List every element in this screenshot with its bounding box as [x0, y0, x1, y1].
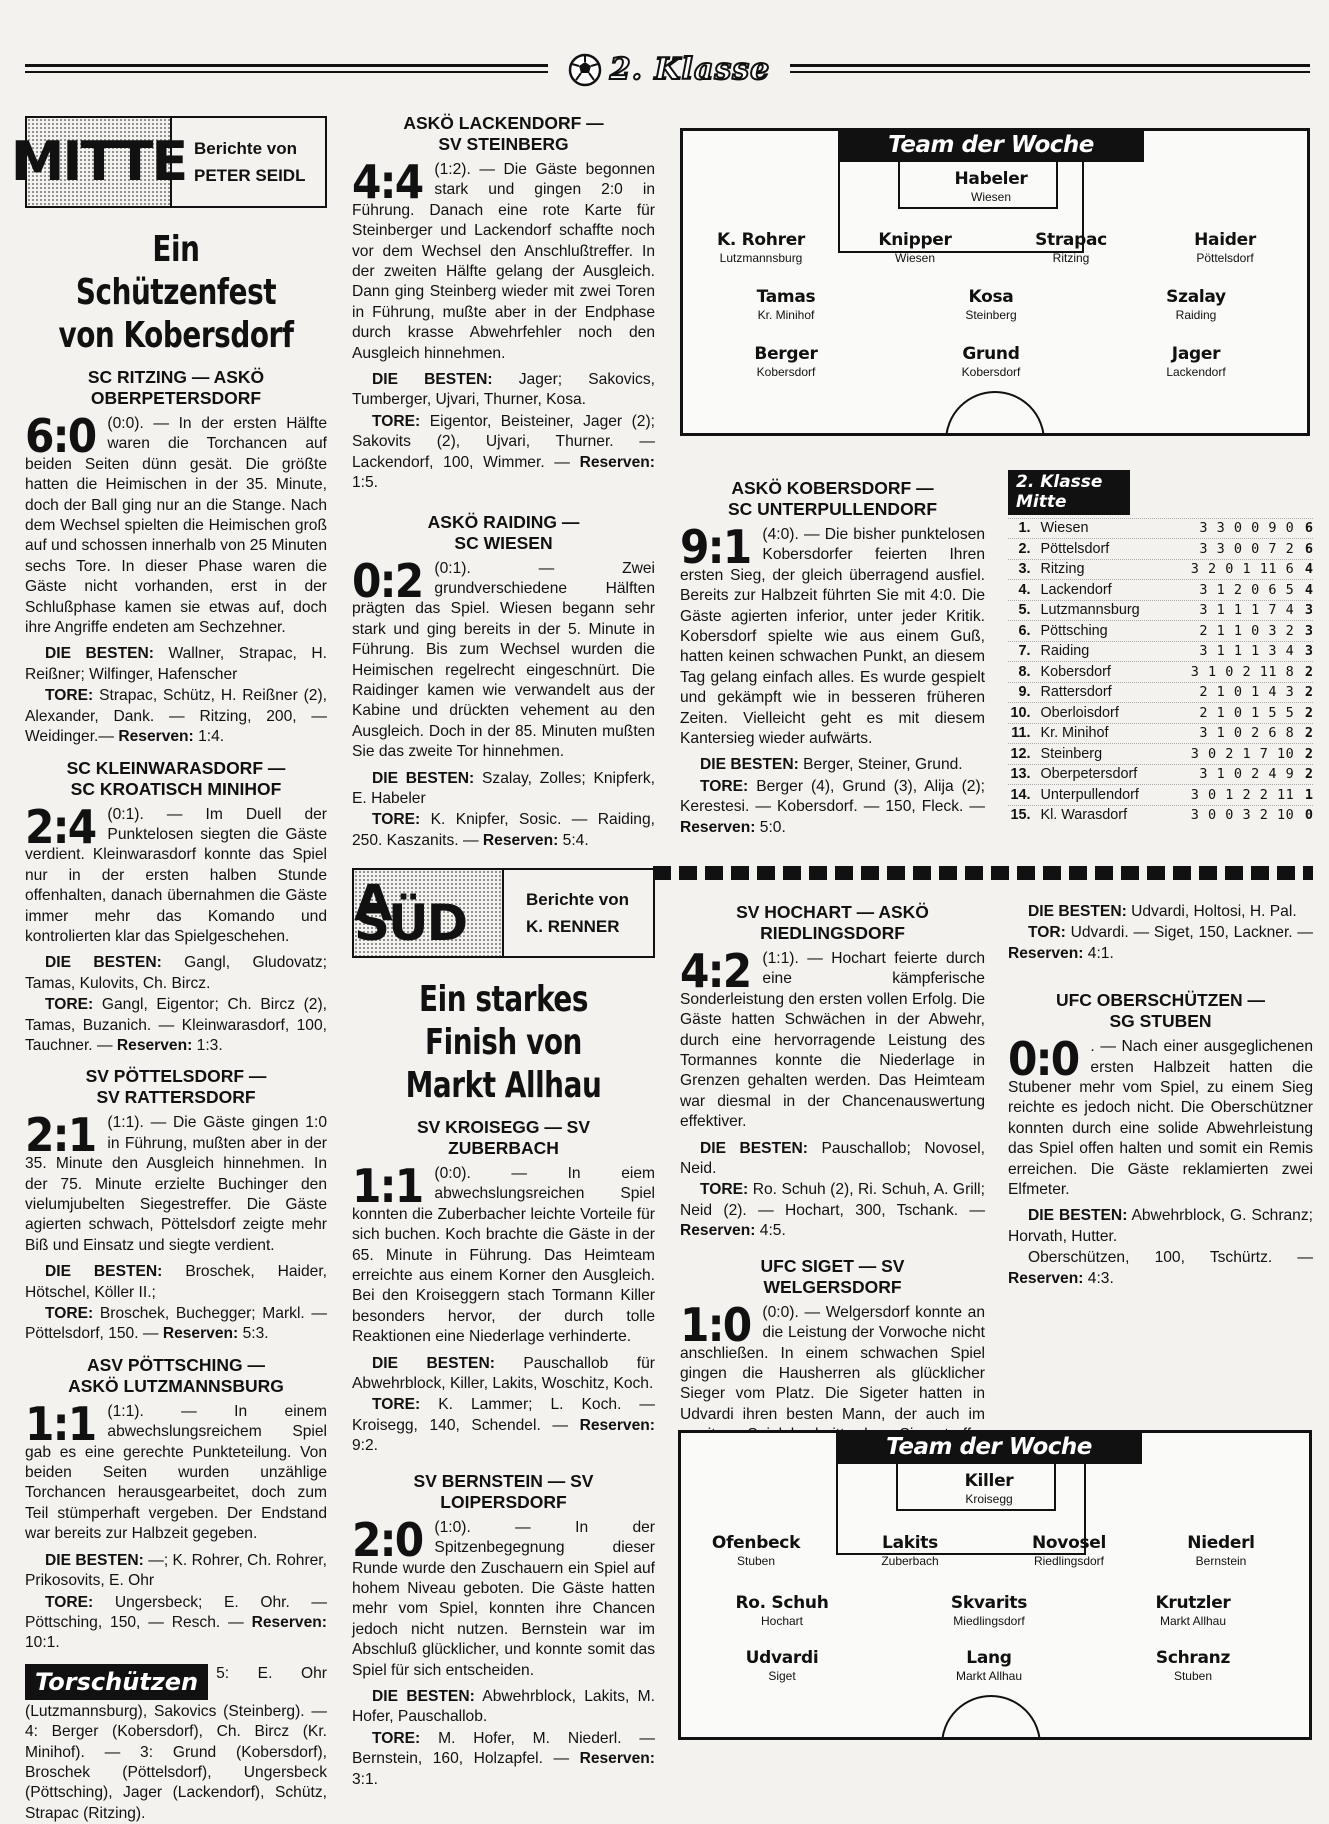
player-club: Miedlingsdorf [953, 1614, 1025, 1628]
best-label: DIE BESTEN: [45, 1263, 163, 1281]
goals-text: Oberschützen, 100, Tschürtz. — [1028, 1249, 1313, 1267]
standings-rank: 10. [1010, 704, 1031, 721]
standings-stats: 3 1 2 0 6 5 [1199, 581, 1295, 598]
match-text: (1:2). — Die Gäste begonnen stark und gingen 2:0 in Führung. Danach eine rote Karte für Steinberger und Lackendorf schaffte noch vor dem Wechsel den Anschlußtreffer. In der zweiten Hälfte gelang der Ausgleich. Dann ging Steinberg wieder mit zwei Toren in Führung, mußte aber in der Endphase durch krasse Abwehrfehler noch den Ausgleich hinnehmen. [352, 161, 655, 362]
match-text: (0:0). — Welgersdorf konnte an die Leistung der Vorwoche nicht anschließen. In einem schwachen Spiel gingen die Hausherren als glücklicher Sieger vom Platz. Die Sigeter hatten in Udvardi ihren besten Mann, der auch im [680, 1303, 985, 1423]
player-name: Knipper [878, 230, 952, 250]
standings-team: Oberloisdorf [1040, 704, 1119, 721]
player-club: Steinberg [965, 308, 1017, 322]
best-players: Abwehrblock, G. Schranz; Horvath, Hutter. [1008, 1207, 1313, 1245]
standings-points: 1 [1304, 786, 1313, 803]
player-club: Bernstein [1195, 1554, 1247, 1568]
goals-label: TORE: [372, 1396, 421, 1414]
player-club: Pöttelsdorf [1196, 251, 1254, 265]
reserves-label: Reserven: [579, 1416, 655, 1434]
best-label: DIE BESTEN: [45, 645, 154, 663]
goal-label: TOR: [1028, 924, 1066, 942]
best-label: DIE BESTEN: [700, 1139, 808, 1157]
reserves-score: 1:4. [198, 728, 225, 746]
player-name: K. Rohrer [716, 230, 806, 250]
player-slot [951, 1593, 1027, 1628]
best-label: DIE BESTEN: [372, 769, 475, 787]
standings-points: 2 [1304, 725, 1313, 742]
column-2-lower [352, 868, 655, 1791]
goals-label: TORE: [45, 996, 94, 1014]
standings-stats: 3 3 0 0 9 0 [1199, 520, 1295, 537]
scorers-label: Torschützen [25, 1664, 208, 1700]
player-slot [878, 230, 951, 265]
player-slot [717, 230, 805, 265]
standings-stats: 3 3 0 0 7 2 [1199, 540, 1295, 557]
reserves-score: 3:1. [352, 1770, 379, 1788]
match-text: (1:0). — In der Spitzenbegegnung dieser Runde wurde den Zuschauern ein Spiel auf hohem Niveau geboten. Die Gäste hatten mehr vom Spiel, konnten ihre Chancen jedoch nicht nutzen. Bernstein war im Abschluß glücklicher, und konnte somit das Spiel für sich entscheiden. [352, 1518, 655, 1679]
match-teams: SV KROISEGG — SV ZUBERBACH [416, 1117, 591, 1158]
standings-stats: 2 1 0 1 4 3 [1199, 684, 1295, 701]
match-teams: SC KLEINWARASDORF — SC KROATISCH MINIHOF [66, 757, 286, 799]
standings-stats: 3 0 1 2 2 11 [1190, 786, 1295, 803]
best-players: Jager; Sakovics, Tumberger, Ujvari, Thurner, Kosa. [352, 371, 655, 409]
standings-row [1008, 538, 1313, 559]
standings-rank: 9. [1018, 684, 1031, 701]
standings-team: Pöttsching [1040, 622, 1108, 639]
best-label: DIE BESTEN: [1028, 903, 1127, 920]
standings-team: Kr. Minihof [1040, 725, 1109, 742]
match-score: 4:4 [352, 155, 423, 209]
standings-team: Kobersdorf [1040, 663, 1111, 680]
player-slot [712, 1533, 800, 1568]
section-byline [504, 870, 653, 956]
match-report [25, 1355, 327, 1654]
best-label: DIE BESTEN: [372, 1687, 475, 1705]
center-circle [941, 1695, 1041, 1795]
standings-rank: 11. [1011, 725, 1031, 742]
reserves-score: 9:2. [352, 1437, 379, 1455]
player-name: Jager [1171, 344, 1221, 364]
reserves-score: 4:1. [1087, 944, 1114, 962]
standings-row [1008, 518, 1313, 539]
column-2-upper [352, 113, 655, 852]
standings-rank: 7. [1018, 643, 1031, 660]
standings-points: 2 [1304, 704, 1313, 721]
goals-text: Gangl, Eigentor; Ch. Bircz (2), Tamas, Buzanich. — Kleinwarasdorf, 100, Tauchner. — [25, 996, 327, 1054]
player-name: Szalay [1166, 287, 1226, 307]
byline-author: PETER SEIDL [194, 166, 306, 185]
reserves-score: 5:0. [759, 818, 786, 836]
match-teams: ASKÖ RAIDING — SC WIESEN [427, 511, 580, 553]
best-players: —; K. Rohrer, Ch. Rohrer, Prikosovits, E. Ohr [25, 1551, 327, 1590]
standings-team: Pöttelsdorf [1040, 540, 1110, 557]
match-score: 0:0 [1008, 1032, 1079, 1087]
standings-row [1008, 620, 1313, 641]
best-players: Abwehrblock, Lakits, M. Hofer, Pauschallob. [352, 1687, 655, 1726]
player-name: Berger [754, 344, 818, 364]
standings-team: Rattersdorf [1040, 684, 1112, 701]
player-slot [954, 169, 1027, 204]
standings-points: 3 [1304, 643, 1313, 660]
standings-row [1008, 805, 1313, 826]
goals-text: Broschek, Buchegger; Markl. — Pöttelsdorf, 150. — [25, 1305, 327, 1343]
standings-team: Kl. Warasdorf [1040, 807, 1128, 824]
standings-points: 4 [1304, 581, 1313, 598]
standings-rank: 6. [1018, 622, 1031, 639]
team-of-week-mitte [680, 128, 1310, 436]
standings-points: 2 [1304, 684, 1313, 701]
match-text: (0:0). — In der ersten Hälfte waren die Torchancen auf beiden Seiten dünn gesät. Die größte hatten die Heimischen in der 35. Minute, doch der Ball ging nur an die Stange. Nach dem Wechsel spielten die Heimischen groß auf und schossen innerhalb von 25 Minuten sechs Tore. In dieser Phase waren die Gäste nicht vorhanden, erst in der Schlußphase kamen sie etwas auf, doch ihre Angriffe endeten am Sechzehner. [25, 415, 327, 637]
goals-text: Eigentor, Beisteiner, Jager (2); Sakovits (2), Ujvari, Thurner. — Lackendorf, 100, Wimmer. — [352, 412, 655, 471]
standings-row [1008, 682, 1313, 703]
standings-points: 2 [1304, 663, 1313, 680]
player-name: Schranz [1155, 1648, 1231, 1668]
byline-author: K. RENNER [526, 917, 620, 936]
match-score: 9:1 [680, 520, 751, 574]
player-club: Hochart [760, 1614, 804, 1628]
standings-team: Lutzmannsburg [1040, 602, 1140, 619]
standings-team: Unterpullendorf [1040, 786, 1139, 803]
standings-row [1008, 661, 1313, 682]
player-club: Kr. Minihof [757, 308, 815, 322]
player-slot [962, 344, 1021, 379]
player-club: Raiding [1175, 308, 1217, 322]
best-players: Wallner, Strapac, H. Reißner; Wilfinger, Hafenscher [25, 645, 327, 683]
standings-stats: 3 0 0 3 2 10 [1190, 807, 1295, 824]
match-score: 1:1 [25, 1396, 96, 1451]
standings-stats: 2 1 1 0 3 2 [1199, 622, 1295, 639]
match-score: 2:0 [352, 1512, 423, 1567]
standings-stats: 3 1 0 2 4 9 [1199, 766, 1295, 783]
match-text: (0:1). — Im Duell der Punktelosen siegten die Gäste verdient. Kleinwarasdorf konnte das Spiel nur in der ersten halben Stunde offenhalten, danach übernahmen die Gäste immer mehr das Komando und kontrolierten klar das Spielgeschehen. [25, 805, 327, 945]
standings-points: 4 [1304, 561, 1313, 578]
reserves-score: 4:3. [1087, 1269, 1114, 1287]
match-score: 4:2 [680, 944, 751, 998]
player-name: Haider [1194, 230, 1256, 250]
best-players: Udvardi, Holtosi, H. Pal. [1131, 903, 1297, 920]
match-score: 6:0 [25, 409, 96, 463]
reserves-label: Reserven: [116, 1036, 193, 1054]
reserves-score: 10:1. [25, 1634, 60, 1652]
match-score: 1:1 [352, 1159, 423, 1213]
standings-row [1008, 743, 1313, 764]
match-teams: UFC OBERSCHÜTZEN — SG STUBEN [1055, 990, 1266, 1032]
player-name: Udvardi [745, 1648, 819, 1668]
standings-rank: 12. [1010, 745, 1031, 762]
goals-label: TORE: [372, 1729, 421, 1747]
standings-rank: 3. [1018, 561, 1031, 578]
team-banner: Team der Woche [838, 128, 1144, 162]
reserves-label: Reserven: [251, 1613, 327, 1631]
standings-row [1008, 702, 1313, 723]
player-club: Kobersdorf [961, 365, 1021, 379]
byline-label: Berichte von [526, 890, 629, 909]
match-text: (0:0). — In eiem abwechslungsreichen Spiel konnten die Zuberbacher leichte Vorteile für sich buchen. Koch brachte die Gäste in der 65. Minute in Führung. Das Heimteam erreichte aus einem Korner den Ausgleich. Bei den Kroiseggern stach Tormann Killer besonders hervor, der durch tolle Reaktionen eine Niederlage verhinderte. [352, 1165, 655, 1346]
player-name: Novosel [1031, 1533, 1107, 1553]
reserves-label: Reserven: [680, 818, 756, 836]
match-teams: SV PÖTTELSDORF — SV RATTERSDORF [85, 1066, 267, 1108]
team-banner: Team der Woche [836, 1430, 1142, 1464]
goals-text: Berger (4), Grund (3), Alija (2); Kerestesi. — Kobersdorf. — 150, Fleck. — [680, 777, 985, 816]
standings-rank: 13. [1010, 766, 1031, 783]
match-report [25, 758, 327, 1057]
match-teams: ASKÖ KOBERSDORF — SC UNTERPULLENDORF [727, 478, 938, 519]
reserves-label: Reserven: [680, 1222, 756, 1240]
player-slot [1166, 344, 1225, 379]
goals-label: TORE: [372, 811, 421, 829]
player-club: Lackendorf [1166, 365, 1226, 379]
best-label: DIE BESTEN: [700, 756, 799, 774]
standings-points: 3 [1304, 602, 1313, 619]
player-club: Siget [768, 1669, 796, 1683]
standings-row [1008, 641, 1313, 662]
player-club: Stuben [1173, 1669, 1213, 1683]
standings-stats: 3 0 2 1 7 10 [1190, 745, 1295, 762]
header-badge [548, 53, 790, 87]
player-slot [965, 287, 1016, 322]
match-teams: ASV PÖTTSCHING — ASKÖ LUTZMANNSBURG [68, 1354, 284, 1396]
player-name: Ofenbeck [711, 1533, 801, 1553]
section-name: A SÜD [354, 870, 504, 956]
standings-stats: 3 2 0 1 11 6 [1190, 561, 1295, 578]
match-score: 2:4 [25, 799, 96, 854]
player-slot [754, 344, 817, 379]
goals-text: K. Lammer; L. Koch. — Kroisegg, 140, Schendel. — [352, 1396, 655, 1434]
match-text: (0:1). — Zwei grundverschiedene Hälften prägten das Spiel. Wiesen begann sehr stark und ging bereits in der 5. Minute in Führung. Bis zum Wechsel wurden die Heimischen regelrecht eingeschnürt. Die Raidinger kamen wie verwandelt aus der Kabine und drückten vehement au den Ausgleich. Doch in der 85. Minuten mußten Sie das zweite Tor hinnehmen. [352, 559, 655, 761]
standings-team: Steinberg [1040, 745, 1103, 762]
goals-text: M. Hofer, M. Niederl. — Bernstein, 160, Holzapfel. — [352, 1729, 655, 1768]
match-report [352, 512, 655, 852]
standings-team: Wiesen [1040, 520, 1089, 537]
standings-points: 3 [1304, 622, 1313, 639]
section-divider [653, 866, 1313, 880]
match-text: . — Nach einer ausgeglichenen ersten Halbzeit hatten die Stubener mehr vom Spiel, zu einem Sieg reichte es jedoch nicht. Die Oberschützner konnten durch eine solide Abwehrleistung das Spiel offen halten und somit ein Remis erreichen. Die Gäste reklamierten zwei Elfmeter. [1008, 1038, 1313, 1199]
standings-row [1008, 723, 1313, 744]
player-name: Niederl [1187, 1533, 1255, 1553]
standings-points: 6 [1304, 540, 1313, 557]
standings-rows [1008, 518, 1313, 826]
best-players: Pauschallob; Novosel, Neid. [680, 1139, 985, 1178]
section-box-mitte [10, 116, 327, 208]
standings-stats: 3 1 0 2 6 8 [1199, 725, 1295, 742]
player-club: Markt Allhau [955, 1669, 1023, 1683]
match-report [352, 1471, 655, 1790]
goals-text: Ungersbeck; E. Ohr. — Pöttsching, 150, — Resch. — [25, 1593, 327, 1631]
best-players: Broschek, Haider, Hötschel, Köller II.; [25, 1263, 327, 1301]
match-teams: ASKÖ LACKENDORF — SV STEINBERG [403, 113, 604, 154]
standings-stats: 3 1 1 1 3 4 [1199, 643, 1295, 660]
match-report [1008, 990, 1313, 1289]
standings-rank: 14. [1010, 786, 1031, 803]
match-teams: SV HOCHART — ASKÖ RIEDLINGSDORF [736, 902, 929, 943]
standings-row [1008, 600, 1313, 621]
standings-team: Lackendorf [1040, 581, 1112, 598]
player-slot [735, 1593, 828, 1628]
match-text: (1:1). — In einem abwechslungsreichem Spiel gab es eine gerechte Punkteteilung. Von beiden Seiten wurden unzählige Torchancen herausgearbeitet, doch zum Teil stümperhaft vergeben. Der Endstand war bereits zur Halbzeit gegeben. [25, 1402, 327, 1543]
player-slot [965, 1471, 1014, 1506]
reserves-label: Reserven: [482, 831, 559, 849]
player-slot [1032, 1533, 1106, 1568]
standings-rank: 2. [1018, 540, 1031, 557]
standings-stats: 2 1 0 1 5 5 [1199, 704, 1295, 721]
goals-text: Strapac, Schütz, H. Reißner (2), Alexander, Dank. — Ritzing, 200, — Weidinger.— [25, 687, 327, 746]
best-label: DIE BESTEN: [45, 1551, 144, 1569]
goals-label: TORE: [45, 687, 94, 705]
scorers-box [25, 1664, 327, 1824]
column-1 [10, 116, 327, 1824]
match-teams: SC RITZING — ASKÖ OBERPETERSDORF [87, 367, 265, 408]
goals-text: Udvardi. — Siget, 150, Lackner. — [1070, 924, 1313, 942]
player-slot [1194, 230, 1256, 265]
standings-row [1008, 764, 1313, 785]
match-report [352, 113, 655, 494]
player-name: Habeler [954, 169, 1028, 189]
best-players: Pauschallob für Abwehrblock, Killer, Lakits, Woschitz, Koch. [352, 1354, 655, 1393]
football-icon [568, 53, 602, 87]
match-text: (4:0). — Die bisher punktelosen Kobersdorfer feierten Ihren ersten Sieg, der gleich überragend ausfiel. Bereits zur Halbzeit führten Sie mit 4:0. Die Gäste agierten inferior, unter jeder Kritik. Kobersdorf spielte wie aus einem Guß, hatten keinen schwachen Punkt, an diesem Tag gelang einfach alles. Es wurde gespielt und gekämpft wie in besseren früheren Zeiten. Vielleicht geht es mit diesem Kantersieg wieder aufwärts. [680, 526, 985, 748]
player-name: Ro. Schuh [735, 1593, 829, 1613]
match-teams: UFC SIGET — SV WELGERSDORF [760, 1255, 905, 1297]
player-slot [746, 1648, 819, 1683]
reserves-score: 5:3. [242, 1325, 269, 1343]
standings-points: 2 [1304, 745, 1313, 762]
player-slot [1187, 1533, 1254, 1568]
reserves-score: 1:5. [352, 474, 379, 492]
section-name: MITTE [27, 118, 172, 206]
best-players: Szalay, Zolles; Knipferk, E. Habeler [352, 769, 655, 807]
player-name: Lakits [882, 1533, 938, 1553]
player-slot [956, 1648, 1022, 1683]
player-club: Riedlingsdorf [1033, 1554, 1105, 1568]
goals-label: TORE: [45, 1305, 94, 1323]
match-report [25, 1066, 327, 1344]
player-club: Kroisegg [965, 1492, 1013, 1506]
player-club: Wiesen [970, 190, 1012, 204]
player-name: Lang [966, 1648, 1012, 1668]
player-name: Killer [964, 1471, 1014, 1491]
standings-rank: 1. [1018, 520, 1031, 537]
match-text: (1:1). — Hochart feierte durch eine kämpferische Sonderleistung den ersten vollen Erfolg. Die Gäste hatten Schwächen in der Abwehr, durch eine hervorragende Leistung des Tormannes konnte die Niederlage in Grenzen gehalten werden. Das Heimteam war diesmal in der Chancenauswertung effektiver. [680, 950, 985, 1131]
reserves-label: Reserven: [1008, 1269, 1084, 1287]
standings-rank: 4. [1018, 581, 1031, 598]
best-label: DIE BESTEN: [45, 954, 162, 972]
reserves-label: Reserven: [162, 1325, 239, 1343]
reserves-score: 4:5. [759, 1222, 786, 1240]
byline-label: Berichte von [194, 139, 297, 158]
standings-team: Oberpetersdorf [1040, 766, 1138, 783]
standings-points: 2 [1304, 766, 1313, 783]
column-3-match [680, 478, 985, 839]
player-name: Grund [962, 344, 1020, 364]
headline-mitte: Ein Schützenfest von Kobersdorf [58, 229, 294, 356]
player-slot [1155, 1593, 1230, 1628]
best-players: Gangl, Gludovatz; Tamas, Kulovits, Ch. Bircz. [25, 954, 327, 992]
match-report [25, 367, 327, 748]
best-label: DIE BESTEN: [372, 371, 493, 389]
reserves-label: Reserven: [118, 728, 194, 746]
match-text: (1:1). — Die Gäste gingen 1:0 in Führung, mußten aber in der 35. Minute den Ausgleich hinnehmen. In der 75. Minute erzielte Buchinger den vielumjubelten Siegestreffer. Die Gäste agierten schwach, Pöttelsdorf zeigte mehr Biß und Einsatz und siegte verdient. [25, 1114, 327, 1254]
standings-row [1008, 784, 1313, 805]
player-name: Strapac [1035, 230, 1107, 250]
reserves-label: Reserven: [1008, 944, 1084, 962]
player-club: Stuben [736, 1554, 776, 1568]
player-slot [757, 287, 816, 322]
player-slot [1035, 230, 1107, 265]
player-name: Krutzler [1155, 1593, 1231, 1613]
headline-sued: Ein starkes Finish von Markt Allhau [405, 979, 602, 1106]
standings-stats: 3 1 0 2 11 8 [1190, 663, 1295, 680]
column-4-lower [1008, 902, 1313, 1290]
header-title: 2. Klasse [609, 51, 771, 87]
reserves-label: Reserven: [579, 453, 655, 471]
player-club: Ritzing [1052, 251, 1090, 265]
section-box-sued [352, 868, 655, 958]
match-teams: SV BERNSTEIN — SV LOIPERSDORF [413, 1470, 594, 1512]
best-label: DIE BESTEN: [1028, 1207, 1128, 1225]
standings-points: 6 [1304, 520, 1313, 537]
standings-stats: 3 1 1 1 7 4 [1199, 602, 1295, 619]
section-byline [172, 118, 325, 206]
player-slot [1166, 287, 1226, 322]
match-score: 2:1 [25, 1108, 96, 1163]
standings-rank: 8. [1018, 663, 1031, 680]
goals-text: K. Knipfer, Sosic. — Raiding, 250. Kaszanits. — [352, 811, 655, 849]
best-players: Berger, Steiner, Grund. [803, 756, 963, 774]
scorers-text: 5: E. Ohr (Lutzmannsburg), Sakovics (Steinberg). — 4: Berger (Kobersdorf), Ch. Bircz (Kr. Minihof). — 3: Grund (Kobersdorf), Broschek (Pöttelsdorf), Ungersbeck (Pöttsching), Jager (Lackendorf), Schütz, Strapac (Ritzing). [25, 1664, 327, 1822]
player-slot [1156, 1648, 1230, 1683]
player-club: Zuberbach [881, 1554, 939, 1568]
standings-title: 2. Klasse Mitte [1008, 470, 1130, 515]
reserves-score: 1:3. [196, 1036, 223, 1054]
player-club: Kobersdorf [756, 365, 816, 379]
standings-table [1008, 470, 1313, 825]
reserves-label: Reserven: [579, 1750, 655, 1768]
player-name: Tamas [756, 287, 816, 307]
standings-rank: 15. [1010, 807, 1031, 824]
player-name: Skvarits [950, 1593, 1028, 1613]
player-club: Wiesen [894, 251, 936, 265]
goals-label: TORE: [700, 1181, 749, 1199]
reserves-score: 5:4. [562, 831, 589, 849]
standings-team: Ritzing [1040, 561, 1085, 578]
player-name: Kosa [968, 287, 1014, 307]
goals-label: TORE: [45, 1593, 94, 1611]
player-slot [881, 1533, 938, 1568]
standings-row [1008, 559, 1313, 580]
column-3-lower [680, 902, 985, 1472]
standings-team: Raiding [1040, 643, 1090, 660]
player-club: Markt Allhau [1159, 1614, 1227, 1628]
team-of-week-sued [678, 1430, 1312, 1740]
standings-row [1008, 579, 1313, 600]
best-label: DIE BESTEN: [372, 1354, 495, 1372]
standings-rank: 5. [1018, 602, 1031, 619]
match-report [680, 902, 985, 1242]
match-score: 0:2 [352, 553, 423, 608]
player-club: Lutzmannsburg [719, 251, 803, 265]
goals-label: TORE: [372, 412, 421, 430]
match-report [352, 1117, 655, 1457]
goals-text: Ro. Schuh (2), Ri. Schuh, A. Grill; Neid (2). — Hochart, 300, Tschank. — [680, 1181, 985, 1219]
match-score: 1:0 [680, 1297, 751, 1352]
standings-points: 0 [1304, 807, 1313, 824]
goals-label: TORE: [700, 777, 749, 795]
